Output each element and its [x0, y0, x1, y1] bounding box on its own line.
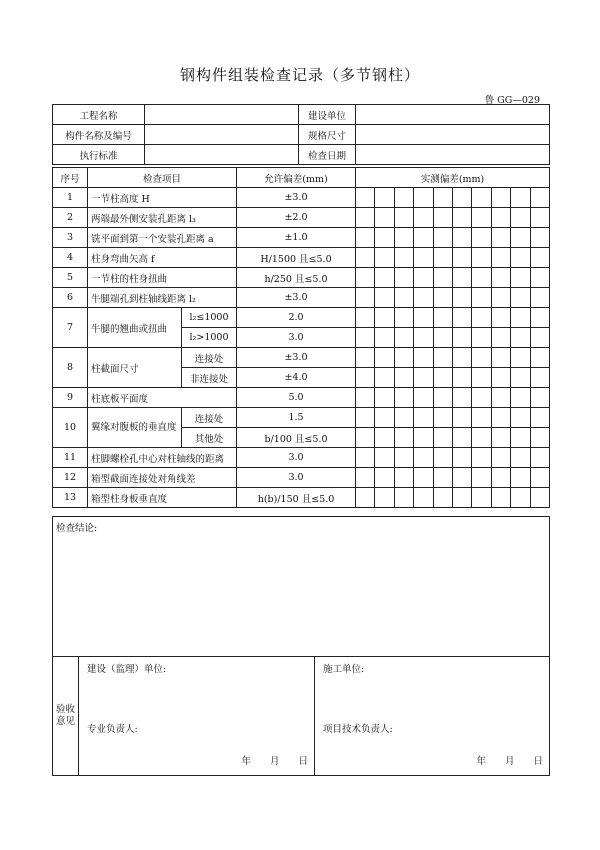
row-no: 3	[53, 228, 88, 248]
measure-cell[interactable]	[375, 368, 394, 388]
measure-cell[interactable]	[530, 248, 550, 268]
row-item: 牛腿端孔到柱轴线距离 l₂	[88, 288, 237, 308]
measure-cell[interactable]	[414, 448, 433, 468]
component-name-label: 构件名称及编号	[53, 125, 145, 145]
measure-cell[interactable]	[375, 468, 394, 488]
measure-cell[interactable]	[394, 248, 413, 268]
row-subitem: 其他处	[182, 428, 237, 448]
measure-cell[interactable]	[452, 288, 471, 308]
measure-cell[interactable]	[414, 488, 433, 508]
measure-cell[interactable]	[511, 308, 530, 328]
row-allowed: H/1500 且≤5.0	[237, 248, 356, 268]
measure-cell[interactable]	[375, 348, 394, 368]
row-no: 5	[53, 268, 88, 288]
measure-cell[interactable]	[356, 288, 375, 308]
measure-cell[interactable]	[472, 368, 491, 388]
measure-cell[interactable]	[452, 228, 471, 248]
measure-cell[interactable]	[356, 348, 375, 368]
measure-cell[interactable]	[472, 228, 491, 248]
measure-cell[interactable]	[356, 488, 375, 508]
measure-cell[interactable]	[452, 328, 471, 348]
measure-cell[interactable]	[394, 288, 413, 308]
measure-cell[interactable]	[356, 208, 375, 228]
table-row	[53, 228, 550, 248]
measure-cell[interactable]	[394, 428, 413, 448]
measure-cell[interactable]	[530, 348, 550, 368]
measure-cell[interactable]	[472, 488, 491, 508]
measure-cell[interactable]	[511, 328, 530, 348]
measure-cell[interactable]	[414, 188, 433, 208]
spec-size-label: 规格尺寸	[299, 125, 356, 145]
row-item: 柱脚螺栓孔中心对柱轴线的距离	[88, 448, 237, 468]
measure-cell[interactable]	[491, 428, 510, 448]
construction-sign-area[interactable]	[315, 657, 550, 776]
measure-cell[interactable]	[375, 188, 394, 208]
measure-cell[interactable]	[491, 408, 510, 428]
measure-cell[interactable]	[491, 448, 510, 468]
project-name-field[interactable]	[145, 105, 299, 125]
table-row	[53, 308, 550, 328]
measure-cell[interactable]	[433, 448, 452, 468]
measure-cell[interactable]	[511, 248, 530, 268]
measure-cell[interactable]	[472, 288, 491, 308]
table-row	[53, 288, 550, 308]
row-allowed: ±3.0	[237, 188, 356, 208]
measure-cell[interactable]	[511, 468, 530, 488]
measure-cell[interactable]	[452, 248, 471, 268]
measure-cell[interactable]	[472, 408, 491, 428]
measure-cell[interactable]	[356, 328, 375, 348]
page-title: 钢构件组装检查记录（多节钢柱）	[179, 66, 420, 84]
measure-cell[interactable]	[394, 408, 413, 428]
check-date-label: 检查日期	[299, 145, 356, 165]
table-row	[53, 408, 550, 428]
construction-unit-label: 建设单位	[299, 105, 356, 125]
measure-cell[interactable]	[530, 468, 550, 488]
measure-cell[interactable]	[356, 448, 375, 468]
row-allowed: 3.0	[237, 328, 356, 348]
row-allowed: 3.0	[237, 448, 356, 468]
measure-cell[interactable]	[356, 308, 375, 328]
row-allowed: 1.5	[237, 408, 356, 428]
measure-cell[interactable]	[356, 268, 375, 288]
measure-cell[interactable]	[394, 468, 413, 488]
measure-cell[interactable]	[414, 268, 433, 288]
measure-cell[interactable]	[511, 268, 530, 288]
conclusion-area[interactable]	[53, 517, 550, 657]
construction-unit-field[interactable]	[356, 105, 550, 125]
measure-cell[interactable]	[433, 248, 452, 268]
row-allowed: 2.0	[237, 308, 356, 328]
measure-cell[interactable]	[530, 288, 550, 308]
measure-cell[interactable]	[356, 408, 375, 428]
measure-cell[interactable]	[511, 488, 530, 508]
measure-cell[interactable]	[491, 268, 510, 288]
row-item: 两端最外侧安装孔距离 l₃	[88, 208, 237, 228]
row-no: 2	[53, 208, 88, 228]
measure-cell[interactable]	[394, 208, 413, 228]
measure-cell[interactable]	[375, 408, 394, 428]
measure-cell[interactable]	[414, 248, 433, 268]
table-row	[53, 488, 550, 508]
table-row	[53, 208, 550, 228]
measure-cell[interactable]	[452, 308, 471, 328]
measure-cell[interactable]	[375, 448, 394, 468]
measure-cell[interactable]	[511, 388, 530, 408]
measure-cell[interactable]	[375, 308, 394, 328]
row-subitem: 连接处	[182, 408, 237, 428]
measure-cell[interactable]	[433, 468, 452, 488]
measure-cell[interactable]	[452, 428, 471, 448]
row-item: 翼缘对腹板的垂直度	[88, 408, 182, 448]
measure-cell[interactable]	[452, 368, 471, 388]
measure-cell[interactable]	[530, 428, 550, 448]
table-row	[53, 348, 550, 368]
measure-cell[interactable]	[472, 468, 491, 488]
construction-unit-label: 施工单位:	[323, 664, 365, 675]
row-item: 牛腿的翘曲或扭曲	[88, 308, 182, 348]
measure-cell[interactable]	[511, 208, 530, 228]
row-allowed: b/100 且≤5.0	[237, 428, 356, 448]
row-no: 12	[53, 468, 88, 488]
row-allowed: 3.0	[237, 468, 356, 488]
col-allowed: 允许偏差(mm)	[237, 168, 356, 188]
measure-cell[interactable]	[530, 368, 550, 388]
measure-cell[interactable]	[394, 188, 413, 208]
standard-field[interactable]	[145, 145, 299, 165]
acceptance-label: 验收意见	[53, 657, 79, 776]
measure-cell[interactable]	[452, 388, 471, 408]
measure-cell[interactable]	[433, 388, 452, 408]
row-allowed: ±3.0	[237, 348, 356, 368]
conclusion-label: 检查结论:	[56, 523, 98, 534]
measure-cell[interactable]	[530, 408, 550, 428]
supervision-unit-label: 建设（监理）单位:	[87, 664, 167, 675]
measure-cell[interactable]	[433, 368, 452, 388]
measure-cell[interactable]	[511, 228, 530, 248]
measure-cell[interactable]	[433, 348, 452, 368]
measure-cell[interactable]	[491, 308, 510, 328]
measure-cell[interactable]	[491, 388, 510, 408]
row-no: 8	[53, 348, 88, 388]
table-row	[53, 448, 550, 468]
table-row	[53, 248, 550, 268]
table-row	[53, 468, 550, 488]
col-item: 检查项目	[88, 168, 237, 188]
measure-cell[interactable]	[433, 488, 452, 508]
measure-cell[interactable]	[375, 388, 394, 408]
measure-cell[interactable]	[491, 208, 510, 228]
measure-cell[interactable]	[530, 268, 550, 288]
measure-cell[interactable]	[394, 268, 413, 288]
measure-cell[interactable]	[472, 188, 491, 208]
row-allowed: ±4.0	[237, 368, 356, 388]
row-no: 13	[53, 488, 88, 508]
measure-cell[interactable]	[511, 448, 530, 468]
row-no: 4	[53, 248, 88, 268]
row-item: 柱底板平面度	[88, 388, 237, 408]
measure-cell[interactable]	[394, 388, 413, 408]
measure-cell[interactable]	[433, 288, 452, 308]
supervision-sign-area[interactable]	[79, 657, 315, 776]
measure-cell[interactable]	[394, 228, 413, 248]
measure-cell[interactable]	[452, 488, 471, 508]
measure-cell[interactable]	[414, 368, 433, 388]
measure-cell[interactable]	[491, 348, 510, 368]
measure-cell[interactable]	[356, 188, 375, 208]
measure-cell[interactable]	[530, 188, 550, 208]
measure-cell[interactable]	[491, 248, 510, 268]
standard-label: 执行标准	[53, 145, 145, 165]
component-name-field[interactable]	[145, 125, 299, 145]
row-allowed: h/250 且≤5.0	[237, 268, 356, 288]
measure-cell[interactable]	[375, 228, 394, 248]
measure-cell[interactable]	[491, 468, 510, 488]
professional-lead-label: 专业负责人:	[87, 724, 138, 735]
measure-cell[interactable]	[414, 308, 433, 328]
col-no: 序号	[53, 168, 88, 188]
measure-cell[interactable]	[356, 228, 375, 248]
measure-cell[interactable]	[394, 488, 413, 508]
check-date-field[interactable]	[356, 145, 550, 165]
measure-cell[interactable]	[394, 328, 413, 348]
row-allowed: h(b)/150 且≤5.0	[237, 488, 356, 508]
measure-cell[interactable]	[472, 328, 491, 348]
measure-cell[interactable]	[414, 408, 433, 428]
measure-cell[interactable]	[433, 328, 452, 348]
spec-size-field[interactable]	[356, 125, 550, 145]
table-header-row	[53, 168, 550, 188]
row-item: 箱型柱身板垂直度	[88, 488, 237, 508]
measure-cell[interactable]	[414, 388, 433, 408]
measure-cell[interactable]	[414, 288, 433, 308]
row-item: 铣平面到第一个安装孔距离 a	[88, 228, 237, 248]
measure-cell[interactable]	[414, 468, 433, 488]
measure-cell[interactable]	[452, 268, 471, 288]
construction-date: 年 月 日	[476, 756, 544, 767]
row-item: 柱截面尺寸	[88, 348, 182, 388]
info-table	[52, 104, 550, 165]
measure-cell[interactable]	[375, 268, 394, 288]
measure-cell[interactable]	[491, 188, 510, 208]
measure-cell[interactable]	[511, 408, 530, 428]
supervision-date: 年 月 日	[241, 756, 308, 767]
row-allowed: 5.0	[237, 388, 356, 408]
measure-cell[interactable]	[472, 268, 491, 288]
measure-cell[interactable]	[452, 208, 471, 228]
row-allowed: ±1.0	[237, 228, 356, 248]
row-no: 10	[53, 408, 88, 448]
measure-cell[interactable]	[414, 328, 433, 348]
technical-lead-label: 项目技术负责人:	[323, 724, 393, 735]
measure-cell[interactable]	[414, 228, 433, 248]
row-item: 柱身弯曲矢高 f	[88, 248, 237, 268]
measure-cell[interactable]	[394, 368, 413, 388]
measure-cell[interactable]	[452, 448, 471, 468]
measure-cell[interactable]	[511, 188, 530, 208]
measure-cell[interactable]	[375, 328, 394, 348]
measure-cell[interactable]	[511, 348, 530, 368]
col-measured: 实测偏差(mm)	[356, 168, 550, 188]
measure-cell[interactable]	[491, 228, 510, 248]
row-no: 6	[53, 288, 88, 308]
measure-cell[interactable]	[356, 388, 375, 408]
measure-cell[interactable]	[433, 268, 452, 288]
measure-cell[interactable]	[433, 208, 452, 228]
row-item: 一节柱的柱身扭曲	[88, 268, 237, 288]
measure-cell[interactable]	[452, 468, 471, 488]
row-subitem: 非连接处	[182, 368, 237, 388]
row-no: 11	[53, 448, 88, 468]
measure-cell[interactable]	[375, 208, 394, 228]
row-item: 箱型截面连接处对角线差	[88, 468, 237, 488]
measure-cell[interactable]	[356, 428, 375, 448]
measure-cell[interactable]	[491, 488, 510, 508]
measure-cell[interactable]	[356, 368, 375, 388]
row-subitem: 连接处	[182, 348, 237, 368]
row-item: 一节柱高度 H	[88, 188, 237, 208]
row-allowed: ±2.0	[237, 208, 356, 228]
measure-cell[interactable]	[530, 488, 550, 508]
measure-cell[interactable]	[375, 488, 394, 508]
row-allowed: ±3.0	[237, 288, 356, 308]
measure-cell[interactable]	[530, 388, 550, 408]
measure-cell[interactable]	[414, 428, 433, 448]
measure-cell[interactable]	[472, 248, 491, 268]
measure-cell[interactable]	[491, 328, 510, 348]
table-row	[53, 388, 550, 408]
measure-cell[interactable]	[414, 348, 433, 368]
measure-cell[interactable]	[472, 208, 491, 228]
row-no: 1	[53, 188, 88, 208]
table-row	[53, 268, 550, 288]
row-no: 7	[53, 308, 88, 348]
measure-cell[interactable]	[491, 368, 510, 388]
measure-cell[interactable]	[452, 348, 471, 368]
table-row	[53, 188, 550, 208]
row-subitem: l₂>1000	[182, 328, 237, 348]
measure-cell[interactable]	[433, 228, 452, 248]
project-name-label: 工程名称	[53, 105, 145, 125]
measure-cell[interactable]	[433, 308, 452, 328]
measure-cell[interactable]	[356, 248, 375, 268]
measure-cell[interactable]	[394, 308, 413, 328]
inspection-table	[52, 167, 550, 508]
measure-cell[interactable]	[472, 348, 491, 368]
measure-cell[interactable]	[530, 328, 550, 348]
measure-cell[interactable]	[375, 428, 394, 448]
measure-cell[interactable]	[472, 428, 491, 448]
measure-cell[interactable]	[356, 468, 375, 488]
measure-cell[interactable]	[375, 248, 394, 268]
measure-cell[interactable]	[433, 408, 452, 428]
measure-cell[interactable]	[414, 208, 433, 228]
measure-cell[interactable]	[491, 288, 510, 308]
measure-cell[interactable]	[530, 228, 550, 248]
measure-cell[interactable]	[511, 368, 530, 388]
measure-cell[interactable]	[530, 308, 550, 328]
measure-cell[interactable]	[530, 208, 550, 228]
measure-cell[interactable]	[394, 448, 413, 468]
measure-cell[interactable]	[472, 308, 491, 328]
measure-cell[interactable]	[530, 448, 550, 468]
measure-cell[interactable]	[433, 188, 452, 208]
measure-cell[interactable]	[511, 288, 530, 308]
measure-cell[interactable]	[472, 388, 491, 408]
measure-cell[interactable]	[511, 428, 530, 448]
document-number: 鲁 GG—029	[484, 95, 540, 106]
measure-cell[interactable]	[452, 188, 471, 208]
measure-cell[interactable]	[433, 428, 452, 448]
measure-cell[interactable]	[452, 408, 471, 428]
row-subitem: l₂≤1000	[182, 308, 237, 328]
row-no: 9	[53, 388, 88, 408]
measure-cell[interactable]	[375, 288, 394, 308]
measure-cell[interactable]	[472, 448, 491, 468]
measure-cell[interactable]	[394, 348, 413, 368]
conclusion-table	[52, 516, 550, 776]
